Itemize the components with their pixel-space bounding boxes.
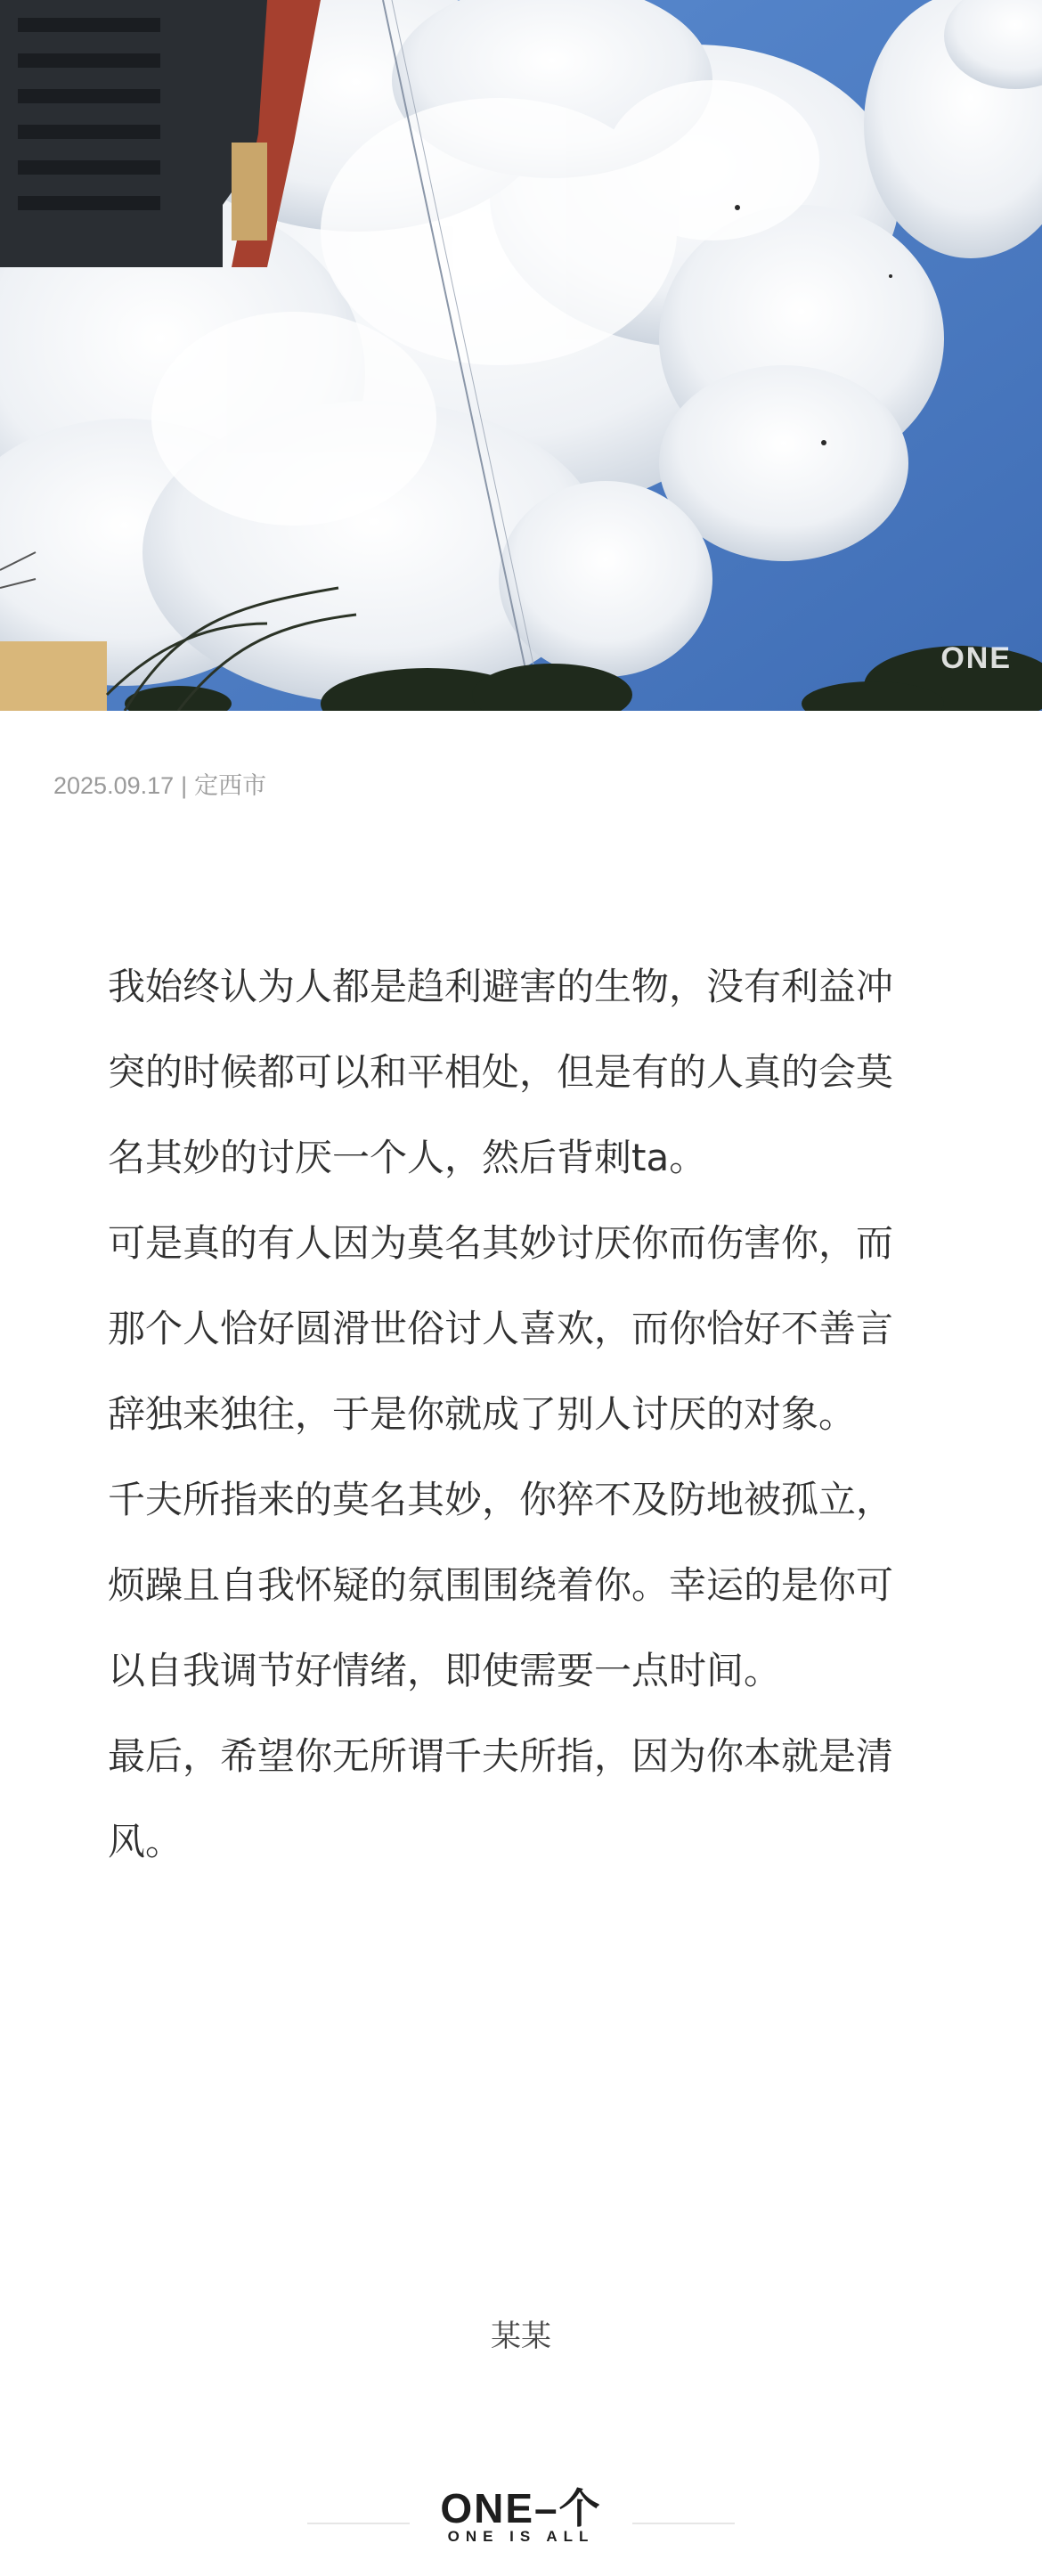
hero-watermark: ONE — [940, 641, 1012, 675]
post-meta — [53, 766, 266, 801]
article-paragraph: 千夫所指来的莫名其妙，你猝不及防地被孤立，烦躁且自我怀疑的氛围围绕着你。幸运的是你可以自我调节好情绪，即使需要一点时间。 — [108, 1478, 894, 1692]
post-location: 定西市 — [194, 772, 267, 799]
brand-logo: ONE–个 — [440, 2485, 602, 2531]
post-date: 2025.09.17 — [53, 772, 175, 799]
article-body — [108, 944, 927, 1885]
sky-cloud-image — [0, 0, 1042, 711]
article-paragraph: 我始终认为人都是趋利避害的生物，没有利益冲突的时候都可以和平相处，但是有的人真的会莫名其妙的讨厌一个人，然后背刺ta。 — [108, 965, 894, 1179]
hero-photo — [0, 0, 1042, 711]
article-paragraph: 最后，希望你无所谓千夫所指，因为你本就是清风。 — [108, 1734, 894, 1863]
article-paragraph: 可是真的有人因为莫名其妙讨厌你而伤害你，而那个人恰好圆滑世俗讨人喜欢，而你恰好不善言辞独来独往，于是你就成了别人讨厌的对象。 — [108, 1221, 894, 1436]
footer-brand — [0, 2476, 1042, 2556]
meta-separator: | — [181, 772, 188, 799]
brand-slogan: ONE IS ALL — [447, 2528, 595, 2545]
author-name: 某某 — [491, 2319, 551, 2354]
